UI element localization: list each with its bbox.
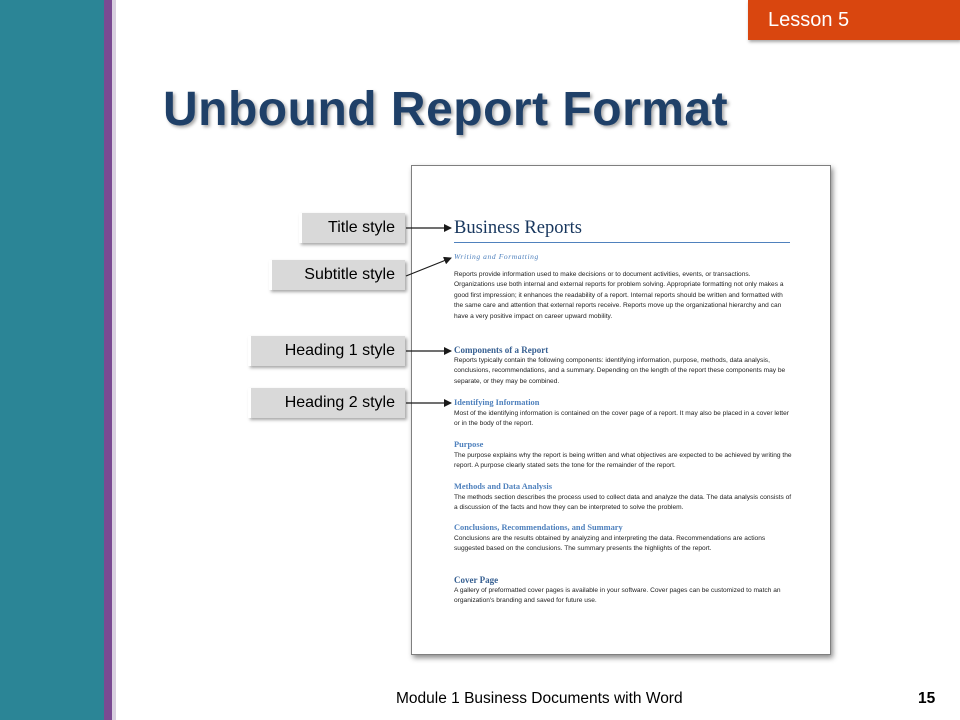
callout-title-style: Title style: [299, 213, 405, 243]
doc-paragraph: The purpose explains why the report is being written and what objectives are expected to be achieved by writing the report. A purpose clearly stated sets the tone for the remainder of the report.: [454, 452, 792, 470]
doc-heading1: Components of a Report: [454, 345, 549, 355]
doc-paragraph: Most of the identifying information is contained on the cover page of a report. It may also be placed in a cover letter or in the body of the report.: [454, 410, 790, 428]
doc-intro-paragraph: Reports provide information used to make decisions or to document activities, events, or transactions. Organizations use both internal and external reports for problem solving. Appropriate formatting not only makes a good first impression; it enhances the readability of a report. Internal reports should be written and formatted with the same care and attention that external reports receive. Reports move up the organizational hierarchy and can have a very positive impact on career upward mobility.: [454, 271, 784, 320]
doc-heading2: Methods and Data Analysis: [454, 482, 552, 491]
callout-heading2-style: Heading 2 style: [248, 388, 405, 418]
doc-paragraph: The methods section describes the process used to collect data and analyze the data. The data analysis consists of a discussion of the facts and how they can be interpreted to solve the problem.: [454, 494, 792, 512]
doc-paragraph: A gallery of preformatted cover pages is available in your software. Cover pages can be customized to match an organization's branding and saved for future use.: [454, 587, 781, 605]
doc-heading2: Identifying Information: [454, 398, 540, 407]
doc-paragraph: Reports typically contain the following components: identifying information, purpose, methods, data analysis, conclusions, recommendations, and a summary. Depending on the length of the report these components may be separate, or they may be combined.: [454, 357, 786, 385]
callout-subtitle-style: Subtitle style: [269, 260, 405, 290]
doc-subtitle: Writing and Formatting: [454, 252, 539, 261]
lesson-tab: Lesson 5: [748, 0, 960, 40]
page-number: 15: [918, 690, 936, 707]
doc-title: Business Reports: [454, 218, 582, 238]
doc-heading2: Purpose: [454, 440, 484, 449]
slide-title: Unbound Report Format: [163, 83, 729, 136]
doc-heading2: Conclusions, Recommendations, and Summary: [454, 523, 623, 532]
slide-footer: Module 1 Business Documents with Word: [396, 690, 683, 707]
doc-heading1: Cover Page: [454, 575, 499, 585]
doc-paragraph: Conclusions are the results obtained by analyzing and interpreting the data. Recommendations are actions suggested based on the conclusions. The summary presents the highlights of the report.: [454, 535, 766, 553]
arrow-subtitle: [406, 258, 451, 276]
callout-heading1-style: Heading 1 style: [248, 336, 405, 366]
